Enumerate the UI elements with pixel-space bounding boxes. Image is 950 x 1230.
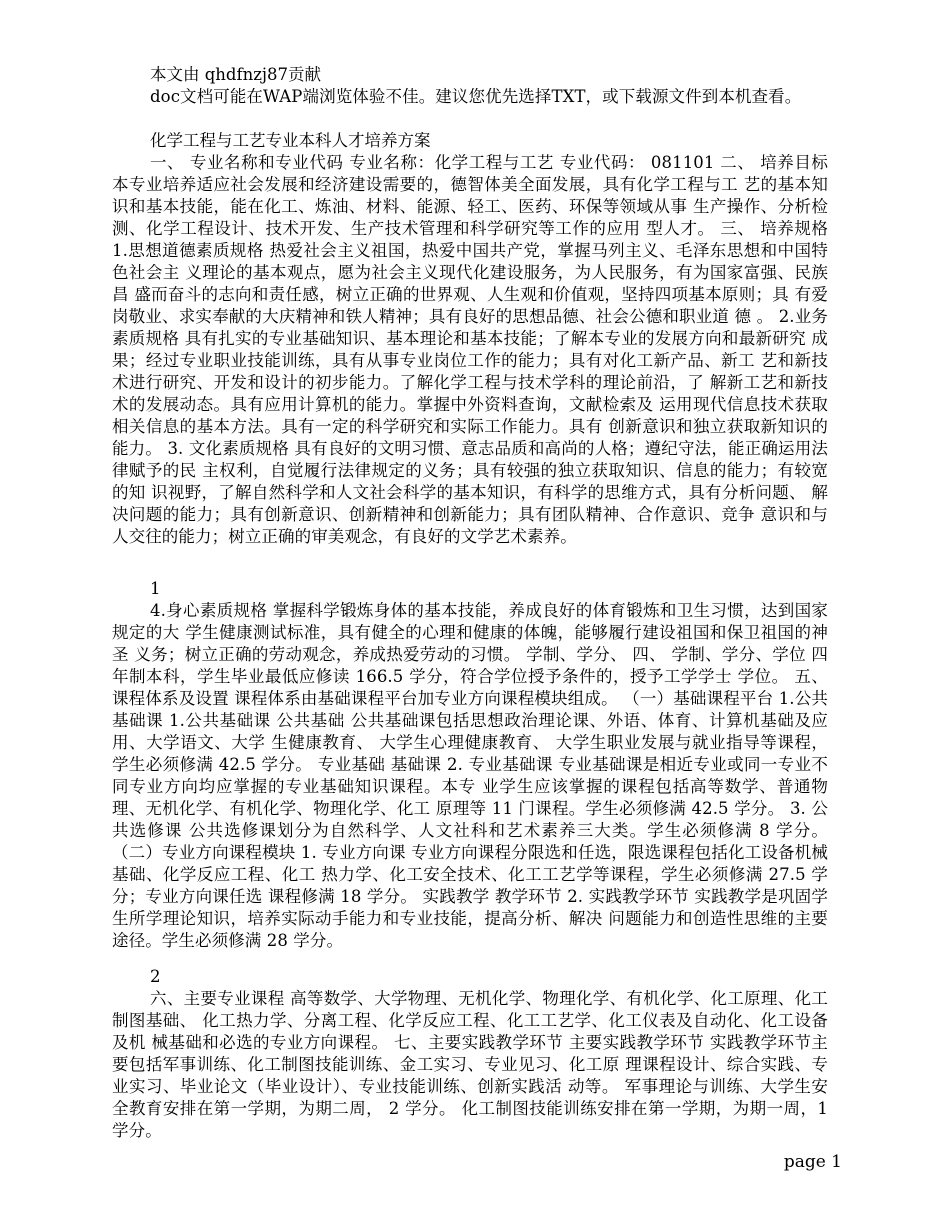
document-title: 化学工程与工艺专业本科人才培养方案 xyxy=(150,131,431,150)
paragraph-main-courses: 六、主要专业课程 高等数学、大学物理、无机化学、物理化学、有机化学、化工原理、化工制图基础、 化工热力学、分离工程、化学反应工程、化工工艺学、化工仪表及自动化、化工设备及机 械基础和必选的专业方向课程。 七、主要实践教学环节 主要实践教学环节 实践教学环节主要包括军事训练、化工制图技能训练、金工实习、专业见习、化工原 理课程设计、综合实践、专业实习、毕业论文（毕业设计）、专业技能训练、创新实践活 动等。 军事理论与训练、大学生安全教育安排在第一学期，为期二周， 2 学分。 化工制图技能训练安排在第一学期，为期一周，1 学分。 xyxy=(112,989,828,1140)
paragraph-training-goals: 一、 专业名称和专业代码 专业名称：化学工程与工艺 专业代码： 081101 二、 培养目标 本专业培养适应社会发展和经济建设需要的，德智体美全面发展，具有化学工程与工 艺的基本知识和基本技能，能在化工、炼油、材料、能源、轻工、医药、环保等领域从事 生产操作、分析检测、化学工程设计、技术开发、生产技术管理和科学研究等工作的应用 型人才。 三、 培养规格 1.思想道德素质规格 热爱社会主义祖国，热爱中国共产党，掌握马列主义、毛泽东思想和中国特色社会主 义理论的基本观点，愿为社会主义现代化建设服务，为人民服务，有为国家富强、民族昌 盛而奋斗的志向和责任感，树立正确的世界观、人生观和价值观，坚持四项基本原则；具 有爱岗敬业、求实奉献的大庆精神和铁人精神；具有良好的思想品德、社会公德和职业道 德 。 2.业务素质规格 具有扎实的专业基础知识、基本理论和基本技能；了解本专业的发展方向和最新研究 成果；经过专业职业技能训练，具有从事专业岗位工作的能力；具有对化工新产品、新工 艺和新技术进行研究、开发和设计的初步能力。了解化学工程与技术学科的理论前沿，了 解新工艺和新技术的发展动态。具有应用计算机的能力。掌握中外资料查询，文献检索及 运用现代信息技术获取相关信息的基本方法。具有一定的科学研究和实际工作能力。具有 创新意识和独立获取新知识的能力。 3. 文化素质规格 具有良好的文明习惯、意志品质和高尚的人格；遵纪守法，能正确运用法律赋予的民 主权利，自觉履行法律规定的义务；具有较强的独立获取知识、信息的能力；有较宽的知 识视野，了解自然科学和人文社会科学的基本知识，有科学的思维方式，具有分析问题、 解决问题的能力；具有创新意识、创新精神和创新能力；具有团队精神、合作意识、竞争 意识和与人交往的能力；树立正确的审美观念，有良好的文学艺术素养。 xyxy=(112,153,828,546)
page-marker-1: 1 xyxy=(150,579,161,598)
page-footer-label: page 1 xyxy=(783,1152,842,1172)
viewer-notice: doc文档可能在WAP端浏览体验不佳。建议您优先选择TXT，或下载源文件到本机查看。 xyxy=(150,87,802,106)
page-marker-2: 2 xyxy=(150,967,161,986)
paragraph-curriculum: 4.身心素质规格 掌握科学锻炼身体的基本技能，养成良好的体育锻炼和卫生习惯，达到国家规定的大 学生健康测试标准，具有健全的心理和健康的体魄，能够履行建设祖国和保卫祖国的神圣 义务；树立正确的劳动观念，养成热爱劳动的习惯。 学制、学分、 四、 学制、学分、学位 四年制本科，学生毕业最低应修读 166.5 学分，符合学位授予条件的，授予工学学士 学位。 五、 课程体系及设置 课程体系由基础课程平台加专业方向课程模块组成。 （一）基础课程平台 1.公共基础课 1.公共基础课 公共基础 公共基础课包括思想政治理论课、外语、体育、计算机基础及应用、大学语文、大学 生健康教育、 大学生心理健康教育、 大学生职业发展与就业指导等课程， 学生必须修满 42.5 学分。 专业基础 基础课 2. 专业基础课 专业基础课是相近专业或同一专业不同专业方向均应掌握的专业基础知识课程。本专 业学生应该掌握的课程包括高等数学、普通物理、无机化学、有机化学、物理化学、化工 原理等 11 门课程。学生必须修满 42.5 学分。 3. 公共选修课 公共选修课划分为自然科学、人文社科和艺术素养三大类。学生必须修满 8 学分。 （二）专业方向课程模块 1. 专业方向课 专业方向课程分限选和任选，限选课程包括化工设备机械基础、化学反应工程、化工 热力学、化工安全技术、化工工艺学等课程，学生必须修满 27.5 学分；专业方向课任选 课程修满 18 学分。 实践教学 教学环节 2. 实践教学环节 实践教学是巩固学生所学理论知识，培养实际动手能力和专业技能，提高分析、解决 问题能力和创造性思维的主要途径。学生必须修满 28 学分。 xyxy=(112,601,828,950)
contributor-line: 本文由 qhdfnzj87贡献 xyxy=(150,65,322,84)
